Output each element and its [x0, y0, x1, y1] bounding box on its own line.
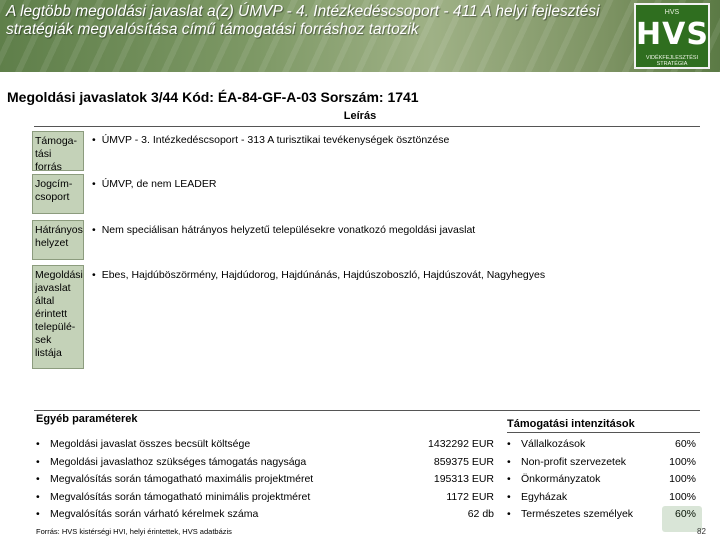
logo-main-text: HVS — [636, 17, 709, 52]
intensity-value: 100% — [669, 491, 696, 503]
bullet: • — [92, 269, 96, 281]
param-row — [36, 455, 306, 469]
hvs-logo — [634, 3, 710, 69]
row-text: ÚMVP, de nem LEADER — [101, 178, 217, 190]
bullet: • — [92, 178, 96, 190]
row-text-claim-group — [92, 178, 216, 191]
param-value: 62 db — [467, 508, 494, 520]
intensity-row — [507, 472, 600, 486]
page-title: A legtöbb megoldási javaslat a(z) ÚMVP - 4. Intézkedéscsoport - 411 A helyi fejlesztési stratégiák megvalósítása című támogatási forráshoz tartozik — [6, 3, 600, 38]
intensity-value: 100% — [669, 456, 696, 468]
bullet: • — [507, 508, 511, 520]
param-value: 1172 EUR — [446, 491, 494, 503]
row-text-disadvantage — [92, 224, 475, 237]
section-heading: Megoldási javaslatok 3/44 Kód: ÉA-84-GF-A-03 Sorszám: 1741 — [7, 89, 419, 105]
param-value: 1432292 EUR — [428, 438, 494, 450]
source-note: Forrás: HVS kistérségi HVI, helyi érintettek, HVS adatbázis — [36, 527, 232, 536]
row-text: Ebes, Hajdúböszörmény, Hajdúdorog, Hajdúnánás, Hajdúszoboszló, Hajdúszovát, Nagyhegyes — [101, 269, 546, 281]
bullet: • — [36, 508, 40, 520]
other-params-title: Egyéb paraméterek — [36, 413, 138, 425]
bullet: • — [36, 438, 40, 450]
bullet: • — [36, 491, 40, 503]
bullet: • — [507, 438, 511, 450]
row-label-support-source: Támoga-tási forrás — [32, 131, 84, 171]
row-label-claim-group: Jogcím-csoport — [32, 174, 84, 214]
param-label: Megoldási javaslat összes becsült költsége — [50, 438, 251, 450]
param-value: 195313 EUR — [433, 473, 494, 485]
row-text-support-source — [92, 134, 449, 147]
intensities-title: Támogatási intenzitások — [507, 418, 635, 430]
bullet: • — [507, 456, 511, 468]
intensity-row — [507, 437, 585, 451]
intensity-value: 60% — [674, 438, 696, 450]
intensity-label: Non-profit szervezetek — [521, 456, 627, 468]
param-label: Megvalósítás során támogatható minimális projektméret — [50, 491, 311, 503]
header-banner — [0, 0, 720, 72]
logo-top-text: HVS — [664, 9, 680, 16]
intensity-label: Vállalkozások — [521, 438, 586, 450]
row-text: ÚMVP - 3. Intézkedéscsoport - 313 A turisztikai tevékenységek ösztönzése — [101, 134, 450, 146]
intensity-label: Természetes személyek — [521, 508, 634, 520]
intensity-label: Önkormányzatok — [521, 473, 601, 485]
param-label: Megvalósítás során várható kérelmek száma — [50, 508, 259, 520]
bullet: • — [36, 456, 40, 468]
intensity-row — [507, 455, 626, 469]
bullet: • — [36, 473, 40, 485]
description-column-header: Leírás — [343, 110, 377, 122]
bullet: • — [507, 473, 511, 485]
param-row — [36, 472, 313, 486]
row-text-settlements — [92, 269, 545, 282]
row-text: Nem speciálisan hátrányos helyzetű településekre vonatkozó megoldási javaslat — [101, 224, 476, 236]
bullet: • — [92, 224, 96, 236]
logo-sub-text: VIDÉKFEJLESZTÉSI STRATÉGIA — [645, 55, 699, 67]
intensity-row — [507, 507, 633, 521]
intensity-value: 60% — [674, 508, 696, 520]
divider — [34, 126, 700, 127]
param-row — [36, 437, 250, 451]
param-label: Megvalósítás során támogatható maximális projektméret — [50, 473, 314, 485]
row-label-disadvantage: Hátrányos helyzet — [32, 220, 84, 260]
divider — [507, 432, 700, 433]
bullet: • — [92, 134, 96, 146]
intensity-value: 100% — [669, 473, 696, 485]
intensity-row — [507, 490, 567, 504]
param-row — [36, 507, 258, 521]
bullet: • — [507, 491, 511, 503]
page-number: 82 — [697, 527, 706, 536]
hvs-watermark-logo — [662, 506, 702, 532]
intensity-label: Egyházak — [521, 491, 568, 503]
divider — [34, 410, 700, 411]
param-row — [36, 490, 310, 504]
param-label: Megoldási javaslathoz szükséges támogatás nagysága — [50, 456, 307, 468]
param-value: 859375 EUR — [433, 456, 494, 468]
row-label-settlements: Megoldási javaslat által érintett települé-sek listája — [32, 265, 84, 369]
